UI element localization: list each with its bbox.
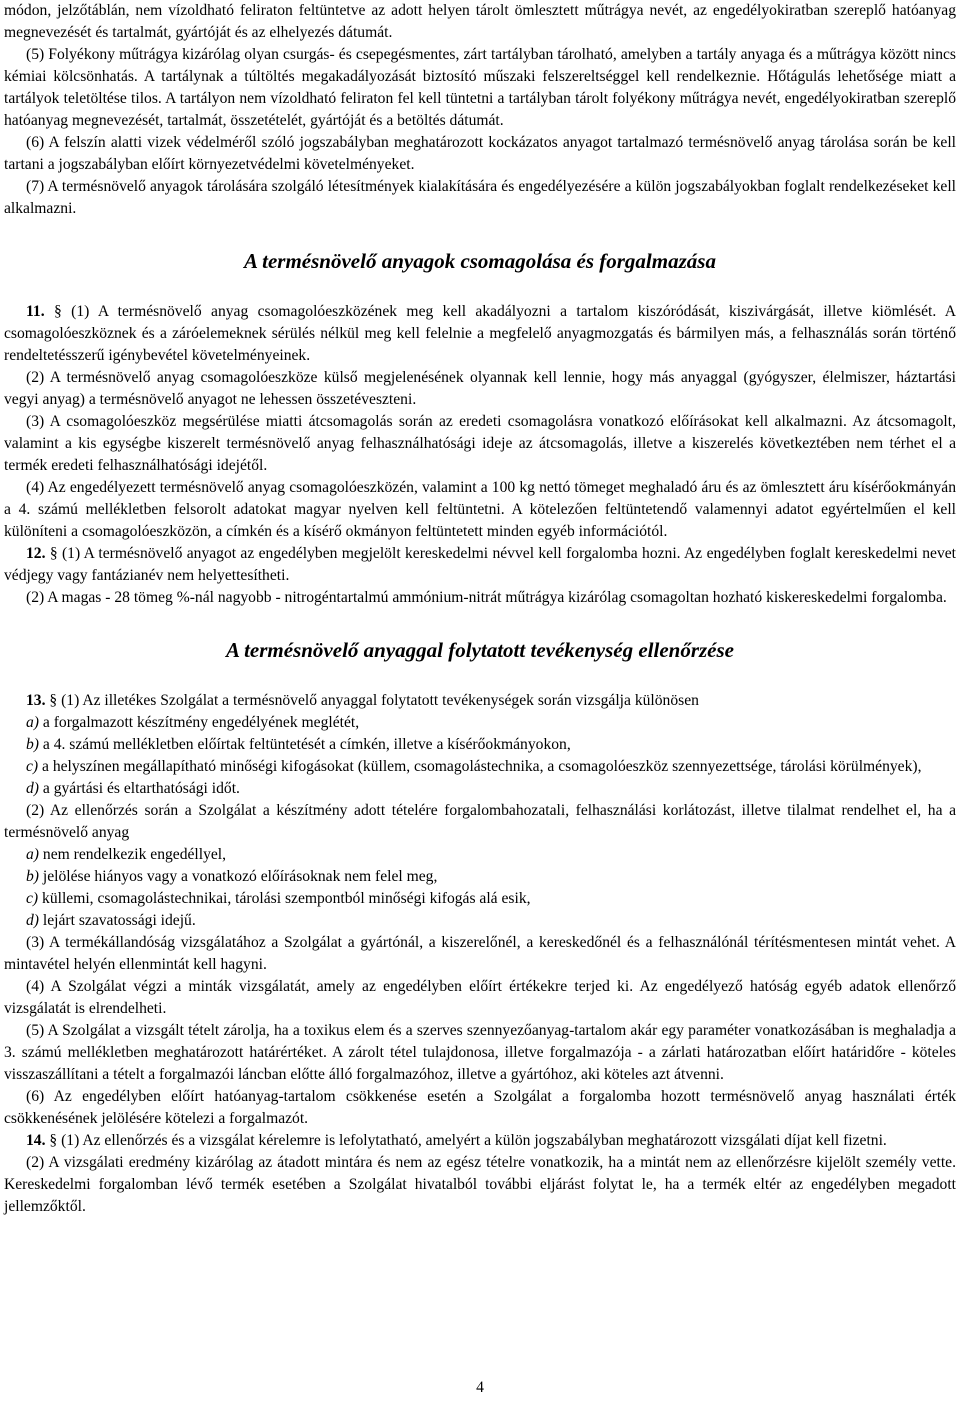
list-item: [4, 888, 956, 910]
paragraph-11-2: (2) A termésnövelő anyag csomagolóeszköze külső megjelenésének olyannak kell lennie, hogy más anyaggal (gyógyszer, élelmiszer, háztartási vegyi anyag) a termésnövelő anyagot ne lehessen összetéveszteni.: [4, 369, 956, 408]
document-page: [4, 0, 956, 1218]
paragraph-13-2: (2) Az ellenőrzés során a Szolgálat a készítmény adott tételére forgalombahozatali, felhasználási korlátozást, illetve tilalmat rendelhet el, ha a termésnövelő anyag: [4, 802, 956, 841]
section-heading-inspection: A termésnövelő anyaggal folytatott tevékenység ellenőrzése: [226, 638, 734, 662]
list-item-text: a 4. számú mellékletben előírtak feltüntetését a címkén, illetve a kísérőokmányokon,: [39, 736, 571, 753]
section-number-13: 13.: [26, 692, 46, 709]
list-item: [4, 778, 956, 800]
section-number-11: 11.: [26, 303, 45, 320]
paragraph-12-2: (2) A magas - 28 tömeg %-nál nagyobb - nitrogéntartalmú ammónium-nitrát műtrágya kizárólag csomagoltan hozható kiskereskedelmi forgalomba.: [26, 589, 947, 606]
paragraph-13-5: (5) A Szolgálat a vizsgált tételt zárolja, ha a toxikus elem és a szerves szennyezőanyag-tartalom akár egy paraméter vonatkozásában is meghaladja a 3. számú mellékletben meghatározott határértéket. A zárolt tétel tulajdonosa, illetve forgalmazója - a zárlati határozatban előírt határidőre - köteles visszaszállítani a tételt a forgalmazói láncban előtte álló forgalmazóhoz, illetve a gyártóhoz, aki köteles azt átvenni.: [4, 1022, 956, 1083]
list-marker: b): [26, 736, 39, 753]
list-item-text: lejárt szavatossági idejű.: [39, 912, 196, 929]
list-item: [4, 712, 956, 734]
paragraph-10-5: (5) Folyékony műtrágya kizárólag olyan csurgás- és csepegésmentes, zárt tartályban tárolható, amelyben a tartály anyaga és a műtrágya között nincs kémiai kölcsönhatás. A tartálynak a túltöltés megakadályozását biztosító műszaki felszereltséggel kell rendelkeznie. Hőtágulás lehetősége miatt a tartályok teletöltése tilos. A tartályon nem vízoldható feliraton fel kell tüntetni a tartályban tárolt folyékony műtrágya nevét, engedélyokiratban szereplő hatóanyag megnevezését, tartalmát, összetételét, gyártóját és a betöltés dátumát.: [4, 46, 956, 129]
list-marker: d): [26, 912, 39, 929]
list-item: [4, 866, 956, 888]
paragraph-13-4: (4) A Szolgálat végzi a minták vizsgálatát, amely az engedélyben előírt értékekre terjed ki. Az engedélyező hatóság egyéb adatok ellenőrző vizsgálatát is elrendelheti.: [4, 978, 956, 1017]
paragraph-text: § (1) Az illetékes Szolgálat a termésnövelő anyaggal folytatott tevékenységek során vizsgálja különösen: [45, 692, 699, 709]
section-number-12: 12.: [26, 545, 46, 562]
paragraph-13-3: (3) A termékállandóság vizsgálatához a Szolgálat a gyártónál, a kiszerelőnél, a kereskedőnél és a felhasználónál térítésmentesen mintát vehet. A mintavétel helyén ellenmintát kell hagyni.: [4, 934, 956, 973]
list-marker: a): [26, 846, 39, 863]
list-item: [4, 756, 956, 778]
list-item-text: nem rendelkezik engedéllyel,: [39, 846, 227, 863]
page-number: 4: [476, 1379, 484, 1396]
paragraph-text: § (1) A termésnövelő anyag csomagolóeszközének meg kell akadályozni a tartalom kiszóródását, kiszivárgását, illetve kiömlését. A csomagolóeszköznek és a záróelemeknek sérülés nélkül meg kell felelnie a megfelelő anyagmozgatás és bármilyen más, a felhasználás során történő rendeltetésszerű igénybevétel követelményeinek.: [4, 303, 956, 364]
paragraph-11-3: (3) A csomagolóeszköz megsérülése miatti átcsomagolás során az eredeti csomagolásra vonatkozó előírásokat kell alkalmazni. Az átcsomagolt, valamint a kis egységbe kiszerelt termésnövelő anyag felhasználhatósági ideje az átcsomagolás, illetve a kiszerelés következtében nem térhet el a termék eredeti felhasználhatósági idejétől.: [4, 413, 956, 474]
list-item-text: a forgalmazott készítmény engedélyének meglétét,: [39, 714, 360, 731]
list-marker: d): [26, 780, 39, 797]
paragraph-text: § (1) A termésnövelő anyagot az engedélyben megjelölt kereskedelmi névvel kell forgalomba hozni. Az engedélyben foglalt kereskedelmi nevet védjegy vagy fantázianév nem helyettesítheti.: [4, 545, 956, 584]
paragraph-continuation: módon, jelzőtáblán, nem vízoldható feliraton feltüntetve az adott helyen tárolt ömlesztett műtrágya nevét, az engedélyokiratban szereplő hatóanyag megnevezését és tartalmát, gyártóját és az elhelyezés dátumát.: [4, 2, 956, 41]
list-marker: c): [26, 890, 39, 907]
section-number-14: 14.: [26, 1132, 46, 1149]
list-item-text: a gyártási és eltarthatósági időt.: [39, 780, 240, 797]
paragraph-11-1: [4, 301, 956, 367]
paragraph-10-7: (7) A termésnövelő anyagok tárolására szolgáló létesítmények kialakítására és engedélyezésére a külön jogszabályokban foglalt rendelkezéseket kell alkalmazni.: [4, 178, 956, 217]
list-item-text: a helyszínen megállapítható minőségi kifogásokat (küllem, csomagolástechnika, a csomagolóeszköz szennyezettsége, tárolási körülmények),: [38, 758, 922, 775]
list-marker: c): [26, 758, 39, 775]
paragraph-11-4: (4) Az engedélyezett termésnövelő anyag csomagolóeszközén, valamint a 100 kg nettó tömeget meghaladó áru és az ömlesztett áru kísérőokmányán a 4. számú mellékletben felsorolt adatokat magyar nyelven kell feltüntetni. A kötelezően feltüntetendő valamennyi adatot egyértelműen el kell különíteni a csomagolóeszközön, a címkén és a kísérő okmányon feltüntetett minden egyéb információtól.: [4, 479, 956, 540]
paragraph-13-1: [4, 690, 956, 712]
paragraph-10-6: (6) A felszín alatti vizek védelméről szóló jogszabályban meghatározott kockázatos anyagot tartalmazó termésnövelő anyag tárolása során be kell tartani a jogszabályban előírt környezetvédelmi követelményeket.: [4, 134, 956, 173]
paragraph-12-1: [4, 543, 956, 587]
list-marker: b): [26, 868, 39, 885]
list-item-text: jelölése hiányos vagy a vonatkozó előírásoknak nem felel meg,: [39, 868, 438, 885]
list-item: [4, 844, 956, 866]
list-marker: a): [26, 714, 39, 731]
list-item: [4, 910, 956, 932]
paragraph-13-6: (6) Az engedélyben előírt hatóanyag-tartalom csökkenése esetén a Szolgálat a forgalomba hozott termésnövelő anyag használati érték csökkenésének jelölésére kötelezi a forgalmazót.: [4, 1088, 956, 1127]
paragraph-14-2: (2) A vizsgálati eredmény kizárólag az átadott mintára és nem az egész tételre vonatkozik, ha a mintát nem az ellenőrzésre kijelölt személy vette. Kereskedelmi forgalomban lévő termék esetében a Szolgálat hivatalból további eljárást folytat le, ha a termék eltér az engedélyben megadott jellemzőktől.: [4, 1154, 956, 1215]
list-item: [4, 734, 956, 756]
paragraph-14-1: [4, 1130, 956, 1152]
paragraph-text: § (1) Az ellenőrzés és a vizsgálat kérelemre is lefolytatható, amelyért a külön jogszabályban meghatározott vizsgálati díjat kell fizetni.: [45, 1132, 887, 1149]
section-heading-packaging: A termésnövelő anyagok csomagolása és forgalmazása: [244, 249, 716, 273]
list-item-text: küllemi, csomagolástechnikai, tárolási szempontból minőségi kifogás alá esik,: [38, 890, 531, 907]
